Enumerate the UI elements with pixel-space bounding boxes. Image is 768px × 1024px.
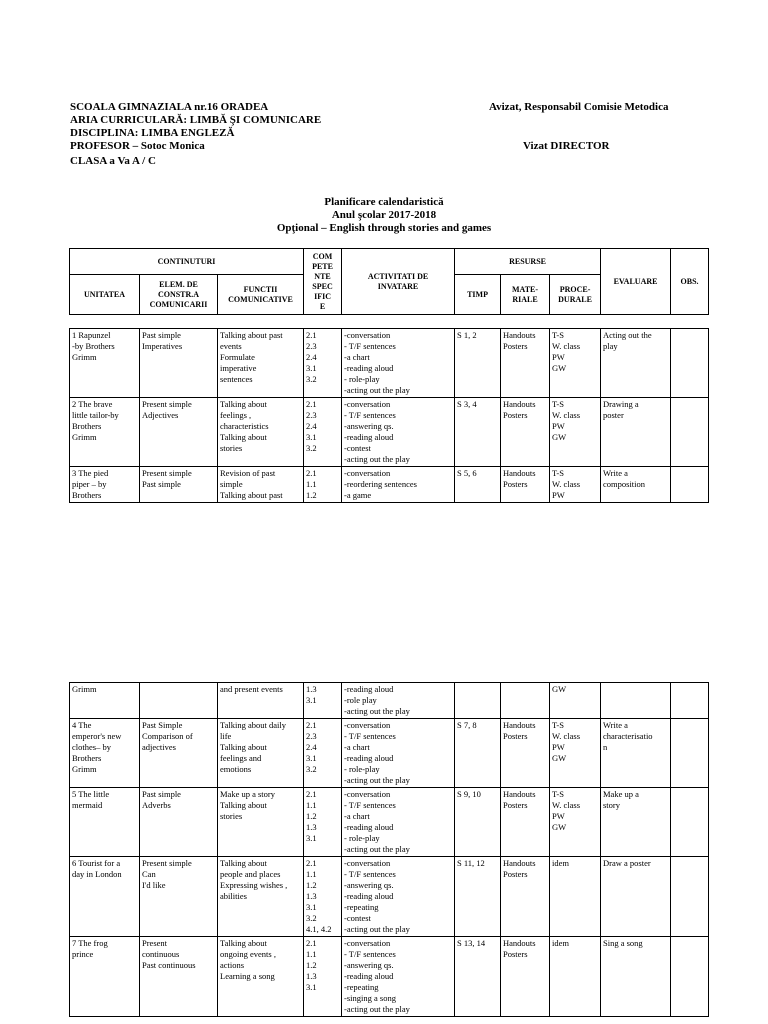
procedures-cell: T-S W. class PW GW: [550, 329, 601, 398]
school-name: SCOALA GIMNAZIALA nr.16 ORADEA: [70, 101, 269, 113]
time-cell: S 5, 6: [455, 467, 501, 503]
course-subtitle: Opţional – English through stories and games: [276, 222, 492, 234]
procedures-cell: idem: [550, 937, 601, 1017]
activities-cell: -conversation - T/F sentences -answering qs. -reading aloud -contest -acting out the play: [342, 398, 455, 467]
unitatea-header: UNITATEA: [70, 275, 140, 315]
lessons-table-page2: [69, 682, 709, 1017]
materials-cell: Handouts Posters: [501, 788, 550, 857]
header-table: [69, 248, 709, 315]
communicative-functions-cell: Make up a story Talking about stories: [218, 788, 304, 857]
obs-cell: [671, 329, 709, 398]
director-note: Vizat DIRECTOR: [523, 140, 610, 152]
activities-cell: -conversation - T/F sentences -a chart -reading aloud - role-play -acting out the play: [342, 329, 455, 398]
unit-cell: Grimm: [70, 683, 140, 719]
activities-cell: -conversation - T/F sentences -answering qs. -reading aloud -repeating -singing a song -acting out the play: [342, 937, 455, 1017]
obs-header: OBS.: [671, 249, 709, 315]
evaluation-cell: Draw a poster: [601, 857, 671, 937]
unit-cell: 1 Rapunzel -by Brothers Grimm: [70, 329, 140, 398]
table-row: [70, 398, 709, 467]
time-cell: S 9, 10: [455, 788, 501, 857]
evaluation-cell: Write a characterisatio n: [601, 719, 671, 788]
teacher: PROFESOR – Sotoc Monica: [70, 140, 205, 152]
table-row: [70, 719, 709, 788]
competences-cell: 2.1 2.3 2.4 3.1 3.2: [304, 719, 342, 788]
unit-cell: 3 The pied piper – by Brothers: [70, 467, 140, 503]
competences-cell: 2.1 1.1 1.2: [304, 467, 342, 503]
unit-cell: 2 The brave little tailor-by Brothers Grimm: [70, 398, 140, 467]
procedures-cell: T-S W. class PW: [550, 467, 601, 503]
language-elements-cell: Present simple Past simple: [140, 467, 218, 503]
lessons-table-page1: [69, 328, 709, 503]
activities-cell: -conversation - T/F sentences -answering qs. -reading aloud -repeating -contest -acting out the play: [342, 857, 455, 937]
materiale-header: MATE- RIALE: [501, 275, 550, 315]
table-row: [70, 467, 709, 503]
obs-cell: [671, 467, 709, 503]
competences-cell: 2.1 1.1 1.2 1.3 3.1: [304, 937, 342, 1017]
approval-note: Avizat, Responsabil Comisie Metodica: [489, 101, 669, 113]
curricular-area: ARIA CURRICULARĂ: LIMBĂ ŞI COMUNICARE: [70, 114, 322, 126]
competences-cell: 2.1 1.1 1.2 1.3 3.1 3.2 4.1, 4.2: [304, 857, 342, 937]
time-cell: [455, 683, 501, 719]
communicative-functions-cell: Talking about past events Formulate imperative sentences: [218, 329, 304, 398]
communicative-functions-cell: and present events: [218, 683, 304, 719]
procedures-cell: T-S W. class PW GW: [550, 398, 601, 467]
obs-cell: [671, 398, 709, 467]
communicative-functions-cell: Revision of past simple Talking about past: [218, 467, 304, 503]
materials-cell: Handouts Posters: [501, 857, 550, 937]
communicative-functions-cell: Talking about feelings , characteristics Talking about stories: [218, 398, 304, 467]
class-label: CLASA a Va A / C: [70, 155, 156, 167]
activitati-header: ACTIVITATI DE INVATARE: [342, 249, 455, 315]
time-cell: S 1, 2: [455, 329, 501, 398]
evaluation-cell: [601, 683, 671, 719]
competente-header: COM PETE NTE SPEC IFIC E: [304, 249, 342, 315]
activities-cell: -conversation -reordering sentences -a game: [342, 467, 455, 503]
unit-cell: 7 The frog prince: [70, 937, 140, 1017]
time-cell: S 13, 14: [455, 937, 501, 1017]
materials-cell: Handouts Posters: [501, 329, 550, 398]
activities-cell: -reading aloud -role play -acting out the play: [342, 683, 455, 719]
activities-cell: -conversation - T/F sentences -a chart -reading aloud - role-play -acting out the play: [342, 788, 455, 857]
table-row: [70, 788, 709, 857]
evaluare-header: EVALUARE: [601, 249, 671, 315]
evaluation-cell: Write a composition: [601, 467, 671, 503]
table-row: [70, 857, 709, 937]
time-cell: S 11, 12: [455, 857, 501, 937]
language-elements-cell: Past simple Adverbs: [140, 788, 218, 857]
communicative-functions-cell: Talking about people and places Expressing wishes , abilities: [218, 857, 304, 937]
time-cell: S 3, 4: [455, 398, 501, 467]
procedures-cell: T-S W. class PW GW: [550, 719, 601, 788]
procedures-cell: idem: [550, 857, 601, 937]
materials-cell: Handouts Posters: [501, 937, 550, 1017]
competences-cell: 1.3 3.1: [304, 683, 342, 719]
unit-cell: 6 Tourist for a day in London: [70, 857, 140, 937]
language-elements-cell: Past simple Imperatives: [140, 329, 218, 398]
materials-cell: [501, 683, 550, 719]
timp-header: TIMP: [455, 275, 501, 315]
language-elements-cell: [140, 683, 218, 719]
doc-title: Planificare calendaristică: [324, 196, 444, 208]
procedurale-header: PROCE- DURALE: [550, 275, 601, 315]
communicative-functions-cell: Talking about daily life Talking about feelings and emotions: [218, 719, 304, 788]
discipline: DISCIPLINA: LIMBA ENGLEZĂ: [70, 127, 235, 139]
school-year: Anul şcolar 2017-2018: [331, 209, 437, 221]
unit-cell: 4 The emperor's new clothes– by Brothers Grimm: [70, 719, 140, 788]
activities-cell: -conversation - T/F sentences -a chart -reading aloud - role-play -acting out the play: [342, 719, 455, 788]
materials-cell: Handouts Posters: [501, 467, 550, 503]
obs-cell: [671, 788, 709, 857]
language-elements-cell: Past Simple Comparison of adjectives: [140, 719, 218, 788]
time-cell: S 7, 8: [455, 719, 501, 788]
evaluation-cell: Make up a story: [601, 788, 671, 857]
obs-cell: [671, 719, 709, 788]
table-row: [70, 937, 709, 1017]
obs-cell: [671, 857, 709, 937]
evaluation-cell: Sing a song: [601, 937, 671, 1017]
competences-cell: 2.1 2.3 2.4 3.1 3.2: [304, 329, 342, 398]
evaluation-cell: Acting out the play: [601, 329, 671, 398]
unit-cell: 5 The little mermaid: [70, 788, 140, 857]
language-elements-cell: Present simple Can I'd like: [140, 857, 218, 937]
language-elements-cell: Present simple Adjectives: [140, 398, 218, 467]
elemente-header: ELEM. DE CONSTR.A COMUNICARII: [140, 275, 218, 315]
competences-cell: 2.1 2.3 2.4 3.1 3.2: [304, 398, 342, 467]
language-elements-cell: Present continuous Past continuous: [140, 937, 218, 1017]
continuturi-header: CONTINUTURI: [70, 249, 304, 275]
procedures-cell: GW: [550, 683, 601, 719]
table-row: [70, 683, 709, 719]
resurse-header: RESURSE: [455, 249, 601, 275]
table-row: [70, 329, 709, 398]
functii-header: FUNCTII COMUNICATIVE: [218, 275, 304, 315]
competences-cell: 2.1 1.1 1.2 1.3 3.1: [304, 788, 342, 857]
procedures-cell: T-S W. class PW GW: [550, 788, 601, 857]
materials-cell: Handouts Posters: [501, 398, 550, 467]
materials-cell: Handouts Posters: [501, 719, 550, 788]
communicative-functions-cell: Talking about ongoing events , actions Learning a song: [218, 937, 304, 1017]
evaluation-cell: Drawing a poster: [601, 398, 671, 467]
obs-cell: [671, 683, 709, 719]
obs-cell: [671, 937, 709, 1017]
